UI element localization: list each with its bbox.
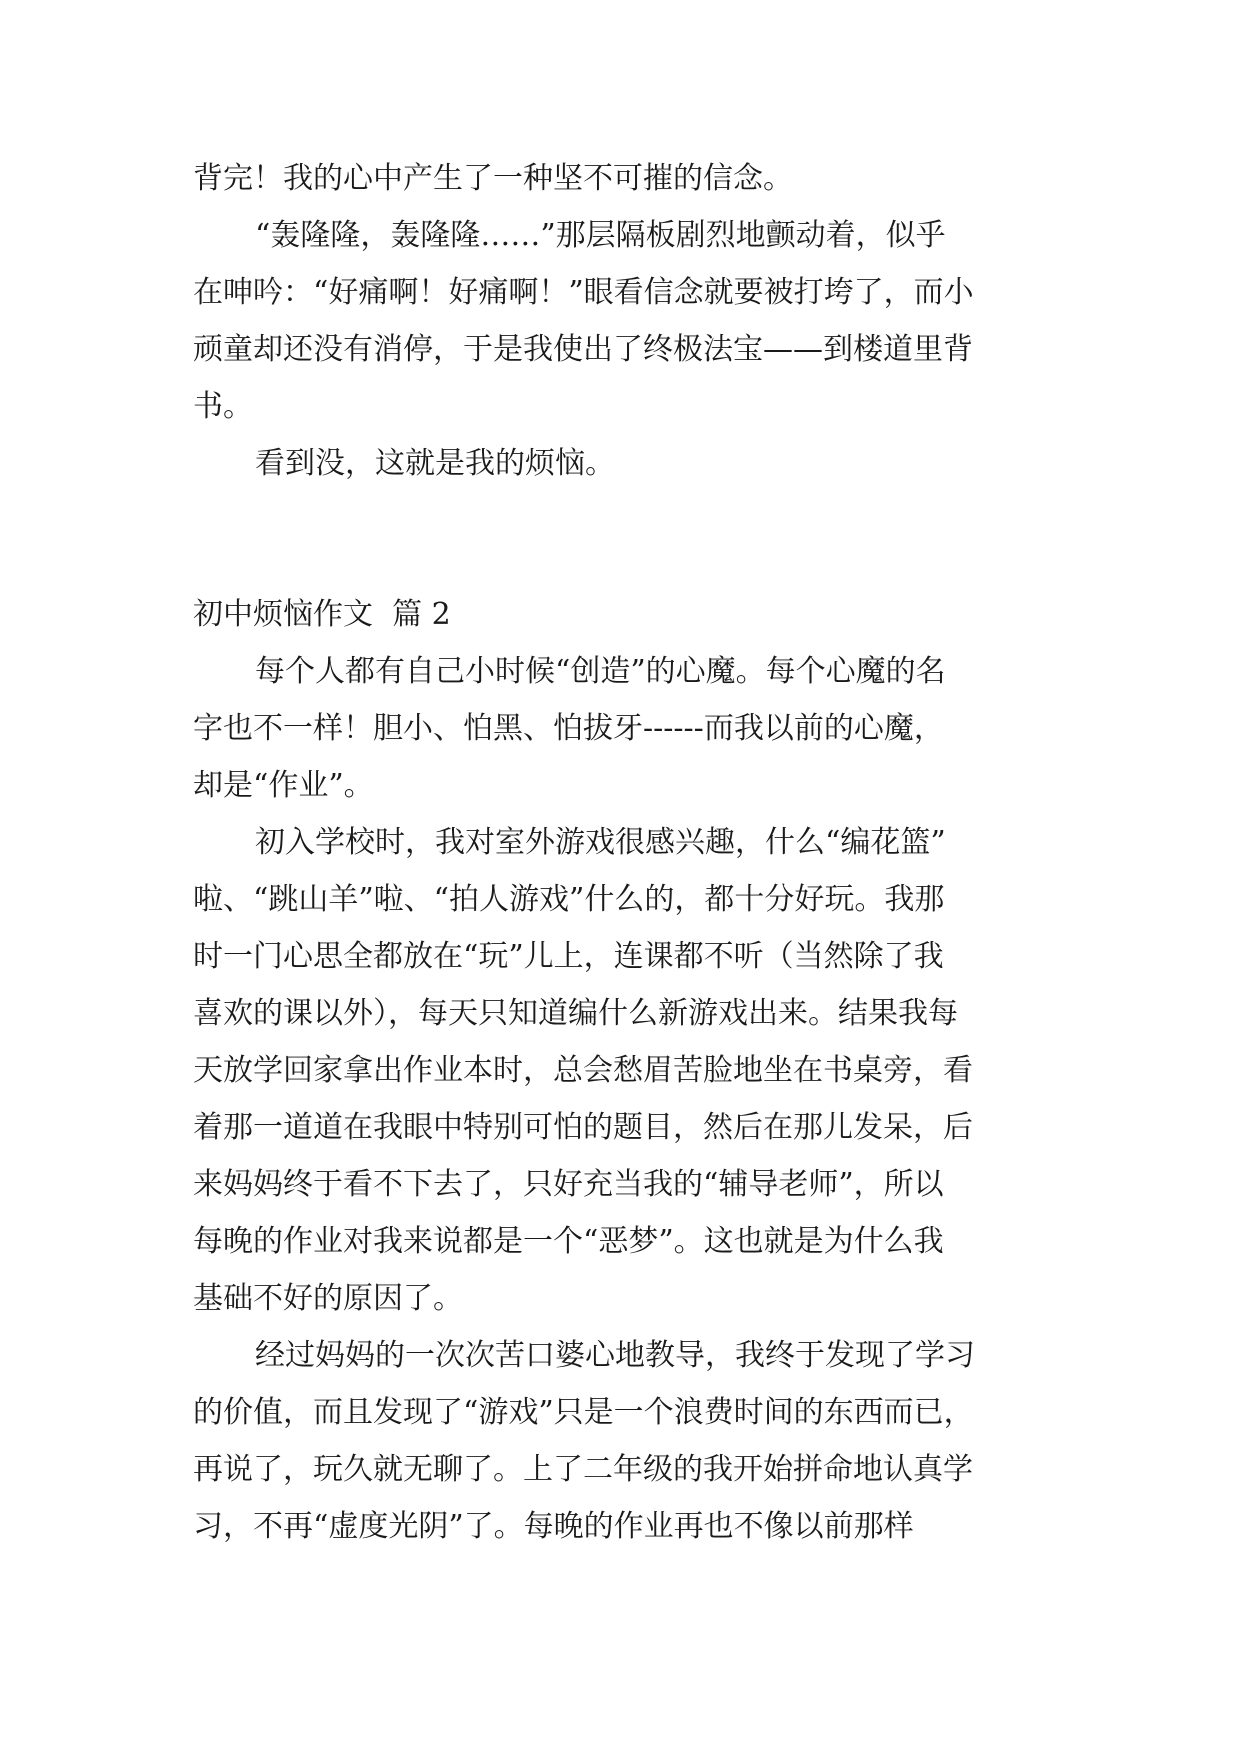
text-line: 顽童却还没有消停，于是我使出了终极法宝——到楼道里背 xyxy=(193,332,973,367)
text-line: 每晚的作业对我来说都是一个“恶梦”。这也就是为什么我 xyxy=(193,1224,944,1259)
text-line: 初入学校时，我对室外游戏很感兴趣，什么“编花篮” xyxy=(255,825,946,860)
text-line: 再说了，玩久就无聊了。上了二年级的我开始拼命地认真学 xyxy=(193,1452,973,1487)
text-line: 习，不再“虚度光阴”了。每晚的作业再也不像以前那样 xyxy=(193,1509,914,1544)
text-line: 背完！我的心中产生了一种坚不可摧的信念。 xyxy=(193,161,793,196)
text-line: 经过妈妈的一次次苦口婆心地教导，我终于发现了学习 xyxy=(255,1338,975,1373)
text-line: 着那一道道在我眼中特别可怕的题目，然后在那儿发呆，后 xyxy=(193,1110,973,1145)
text-line: 天放学回家拿出作业本时，总会愁眉苦脸地坐在书桌旁，看 xyxy=(193,1053,973,1088)
text-line: 看到没，这就是我的烦恼。 xyxy=(255,446,615,481)
document-page xyxy=(193,150,1073,1555)
text-line: 来妈妈终于看不下去了，只好充当我的“辅导老师”，所以 xyxy=(193,1167,944,1202)
text-line: 书。 xyxy=(193,389,253,424)
text-line: 基础不好的原因了。 xyxy=(193,1281,463,1316)
section-heading: 初中烦恼作文 篇 2 xyxy=(193,597,451,632)
text-line: “轰隆隆，轰隆隆……”那层隔板剧烈地颤动着，似乎 xyxy=(255,218,946,253)
text-line: 在呻吟：“好痛啊！好痛啊！”眼看信念就要被打垮了，而小 xyxy=(193,275,974,310)
text-line: 却是“作业”。 xyxy=(193,768,374,803)
text-line: 啦、“跳山羊”啦、“拍人游戏”什么的，都十分好玩。我那 xyxy=(193,882,945,917)
text-line: 每个人都有自己小时候“创造”的心魔。每个心魔的名 xyxy=(255,654,946,689)
text-line: 的价值，而且发现了“游戏”只是一个浪费时间的东西而已， xyxy=(193,1395,974,1430)
text-line: 喜欢的课以外），每天只知道编什么新游戏出来。结果我每 xyxy=(193,996,958,1031)
text-line: 时一门心思全都放在“玩”儿上，连课都不听（当然除了我 xyxy=(193,939,944,974)
text-line: 字也不一样！胆小、怕黑、怕拔牙------而我以前的心魔， xyxy=(193,711,944,746)
